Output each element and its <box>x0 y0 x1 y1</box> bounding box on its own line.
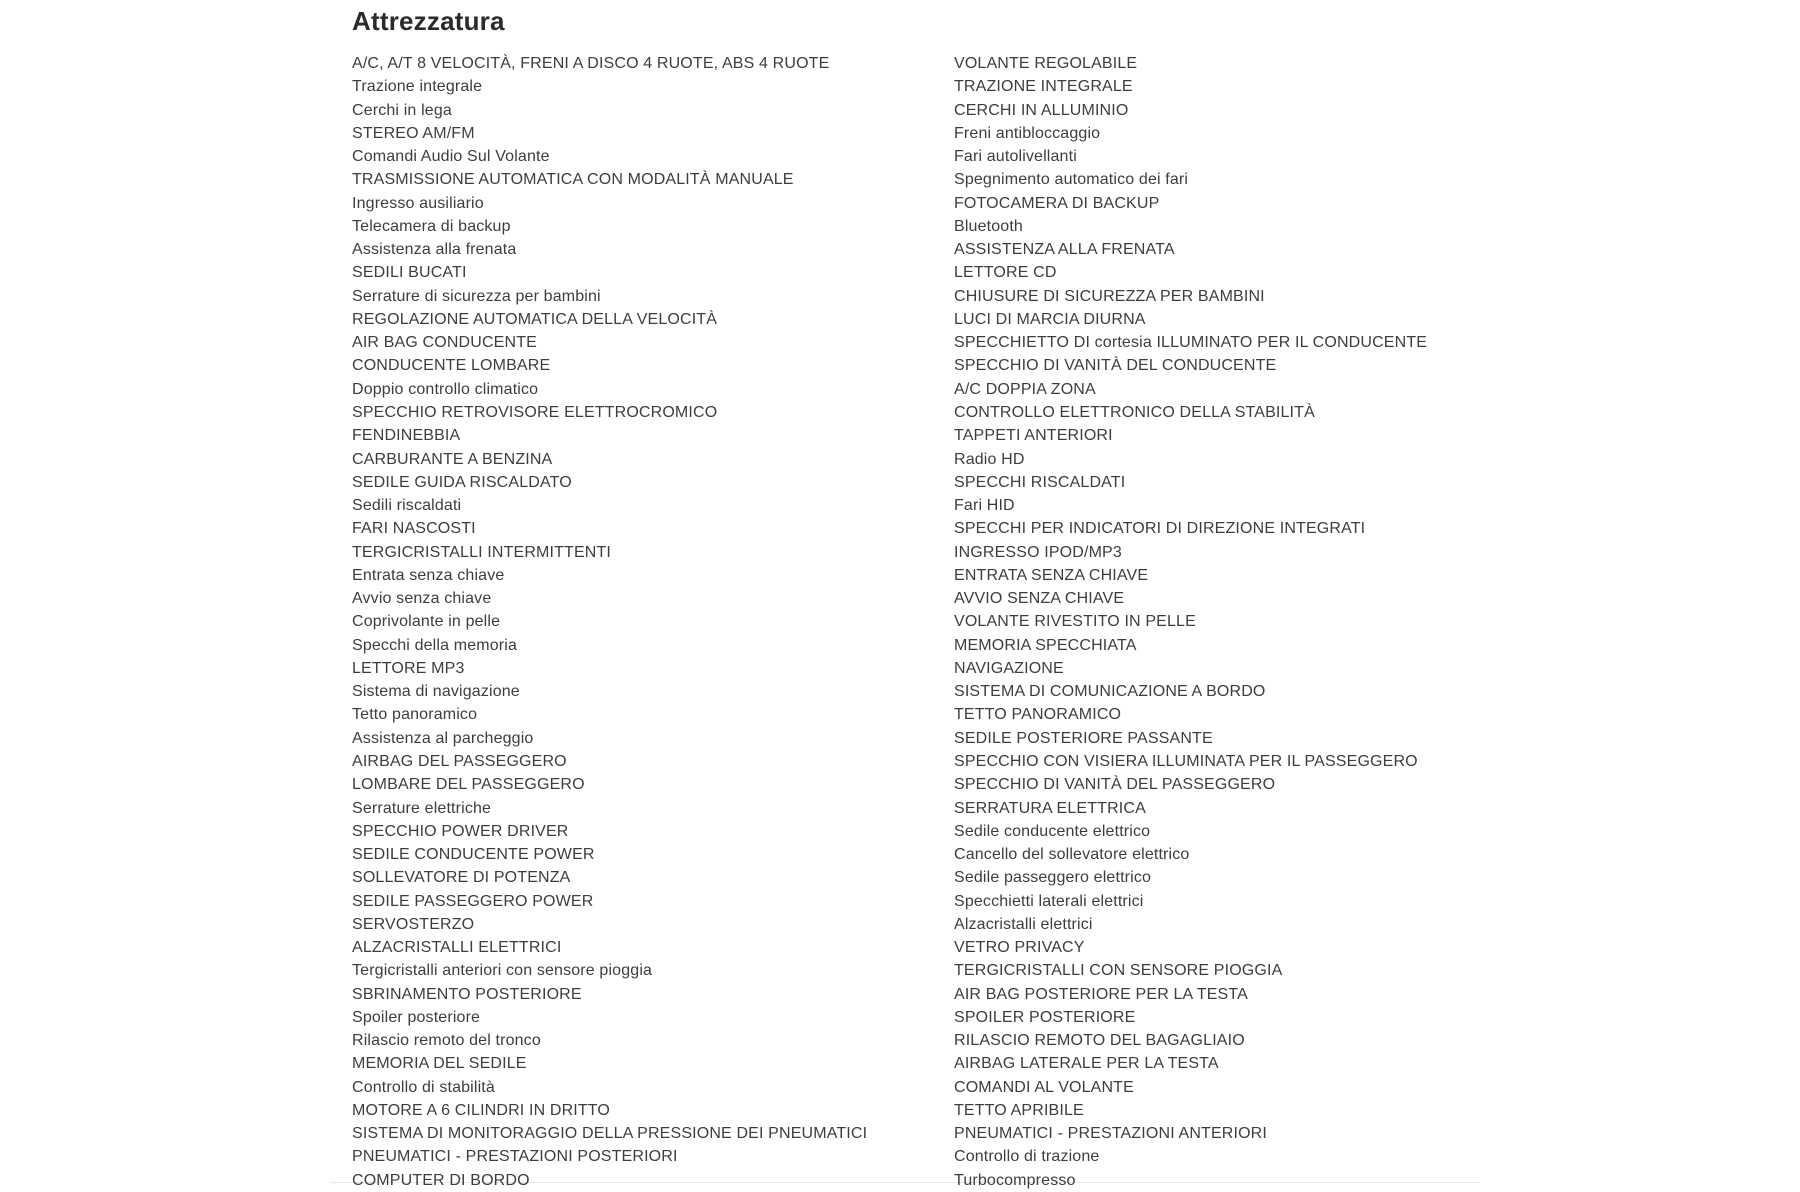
equipment-item: Turbocompresso <box>954 1171 1076 1189</box>
equipment-item: SEDILE POSTERIORE PASSANTE <box>954 729 1213 747</box>
equipment-item: Spegnimento automatico dei fari <box>954 171 1189 189</box>
equipment-list-right <box>954 52 1474 1192</box>
equipment-item: SEDILE CONDUCENTE POWER <box>352 846 595 864</box>
equipment-item: VETRO PRIVACY <box>954 939 1085 957</box>
equipment-item: Rilascio remoto del tronco <box>352 1032 541 1050</box>
equipment-item: Ingresso ausiliario <box>352 194 484 212</box>
equipment-item: PNEUMATICI - PRESTAZIONI ANTERIORI <box>954 1125 1267 1143</box>
equipment-item: TETTO PANORAMICO <box>954 706 1122 724</box>
equipment-item: Freni antibloccaggio <box>954 124 1101 142</box>
equipment-item: Avvio senza chiave <box>352 590 492 608</box>
equipment-item: SPECCHIO CON VISIERA ILLUMINATA PER IL PASSEGGERO <box>954 752 1418 770</box>
equipment-item: Specchi della memoria <box>352 636 518 654</box>
equipment-item: SERVOSTERZO <box>352 915 475 933</box>
equipment-item: SERRATURA ELETTRICA <box>954 799 1146 817</box>
equipment-item: ALZACRISTALLI ELETTRICI <box>352 939 562 957</box>
equipment-item: CERCHI IN ALLUMINIO <box>954 101 1129 119</box>
equipment-item: Comandi Audio Sul Volante <box>352 148 550 166</box>
equipment-item: SPOILER POSTERIORE <box>954 1008 1136 1026</box>
equipment-item: INGRESSO IPOD/MP3 <box>954 543 1122 561</box>
equipment-item: CONDUCENTE LOMBARE <box>352 357 551 375</box>
equipment-item: SPECCHI PER INDICATORI DI DIREZIONE INTEGRATI <box>954 520 1366 538</box>
equipment-item: CHIUSURE DI SICUREZZA PER BAMBINI <box>954 287 1265 305</box>
equipment-item: Fari HID <box>954 497 1015 515</box>
equipment-item: AIRBAG DEL PASSEGGERO <box>352 752 567 770</box>
equipment-item: TAPPETI ANTERIORI <box>954 427 1113 445</box>
equipment-item: A/C DOPPIA ZONA <box>954 380 1096 398</box>
equipment-item: SPECCHIETTO DI cortesia ILLUMINATO PER IL CONDUCENTE <box>954 334 1428 352</box>
equipment-item: Cancello del sollevatore elettrico <box>954 846 1190 864</box>
equipment-item: Controllo di trazione <box>954 1148 1100 1166</box>
equipment-item: Tergicristalli anteriori con sensore pioggia <box>352 962 653 980</box>
equipment-item: ENTRATA SENZA CHIAVE <box>954 566 1149 584</box>
equipment-item: SPECCHI RISCALDATI <box>954 473 1126 491</box>
equipment-item: SEDILE GUIDA RISCALDATO <box>352 473 572 491</box>
equipment-item: Specchietti laterali elettrici <box>954 892 1144 910</box>
equipment-item: VOLANTE RIVESTITO IN PELLE <box>954 613 1196 631</box>
equipment-item: LETTORE MP3 <box>352 659 465 677</box>
equipment-item: Entrata senza chiave <box>352 566 505 584</box>
equipment-item: VOLANTE REGOLABILE <box>954 55 1138 72</box>
equipment-item: SPECCHIO DI VANITÀ DEL CONDUCENTE <box>954 357 1277 375</box>
equipment-item: COMPUTER DI BORDO <box>352 1171 530 1189</box>
equipment-item: Serrature di sicurezza per bambini <box>352 287 601 305</box>
equipment-item: Spoiler posteriore <box>352 1008 481 1026</box>
equipment-item: SPECCHIO POWER DRIVER <box>352 822 569 840</box>
equipment-item: FARI NASCOSTI <box>352 520 476 538</box>
equipment-item: LETTORE CD <box>954 264 1057 282</box>
equipment-item: SPECCHIO DI VANITÀ DEL PASSEGGERO <box>954 776 1276 794</box>
equipment-item: CONTROLLO ELETTRONICO DELLA STABILITÀ <box>954 403 1315 421</box>
equipment-item: Assistenza alla frenata <box>352 241 517 259</box>
equipment-item: COMANDI AL VOLANTE <box>954 1078 1134 1096</box>
equipment-item: AIR BAG CONDUCENTE <box>352 334 537 352</box>
equipment-section <box>330 0 1480 1189</box>
equipment-item: SOLLEVATORE DI POTENZA <box>352 869 571 887</box>
equipment-item: SEDILI BUCATI <box>352 264 467 282</box>
equipment-item: RILASCIO REMOTO DEL BAGAGLIAIO <box>954 1032 1245 1050</box>
equipment-item: Fari autolivellanti <box>954 148 1077 166</box>
equipment-item: AVVIO SENZA CHIAVE <box>954 590 1125 608</box>
equipment-item: Coprivolante in pelle <box>352 613 501 631</box>
equipment-item: SBRINAMENTO POSTERIORE <box>352 985 582 1003</box>
equipment-item: Sistema di navigazione <box>352 683 520 701</box>
equipment-item: CARBURANTE A BENZINA <box>352 450 553 468</box>
equipment-item: Alzacristalli elettrici <box>954 915 1093 933</box>
equipment-item: LUCI DI MARCIA DIURNA <box>954 310 1146 328</box>
equipment-item: Telecamera di backup <box>352 217 511 235</box>
equipment-item: Cerchi in lega <box>352 101 452 119</box>
equipment-item: Radio HD <box>954 450 1025 468</box>
equipment-item: Sedile conducente elettrico <box>954 822 1151 840</box>
equipment-item: Tetto panoramico <box>352 706 478 724</box>
equipment-item: REGOLAZIONE AUTOMATICA DELLA VELOCITÀ <box>352 310 718 328</box>
equipment-item: TERGICRISTALLI INTERMITTENTI <box>352 543 612 561</box>
equipment-item: Sedile passeggero elettrico <box>954 869 1152 887</box>
equipment-item: SISTEMA DI COMUNICAZIONE A BORDO <box>954 683 1266 701</box>
equipment-item: SPECCHIO RETROVISORE ELETTROCROMICO <box>352 403 718 421</box>
equipment-item: SEDILE PASSEGGERO POWER <box>352 892 594 910</box>
equipment-item: TRASMISSIONE AUTOMATICA CON MODALITÀ MANUALE <box>352 171 794 189</box>
equipment-item: Trazione integrale <box>352 78 483 96</box>
equipment-item: FENDINEBBIA <box>352 427 461 445</box>
equipment-item: PNEUMATICI - PRESTAZIONI POSTERIORI <box>352 1148 678 1166</box>
equipment-item: AIR BAG POSTERIORE PER LA TESTA <box>954 985 1248 1003</box>
equipment-item: AIRBAG LATERALE PER LA TESTA <box>954 1055 1219 1073</box>
equipment-item: TERGICRISTALLI CON SENSORE PIOGGIA <box>954 962 1283 980</box>
equipment-item: MOTORE A 6 CILINDRI IN DRITTO <box>352 1101 611 1119</box>
equipment-item: Sedili riscaldati <box>352 497 462 515</box>
section-title: Attrezzatura <box>352 6 505 36</box>
equipment-item: TRAZIONE INTEGRALE <box>954 78 1133 96</box>
equipment-item: Controllo di stabilità <box>352 1078 495 1096</box>
equipment-item: MEMORIA SPECCHIATA <box>954 636 1137 654</box>
equipment-item: FOTOCAMERA DI BACKUP <box>954 194 1160 212</box>
equipment-item: MEMORIA DEL SEDILE <box>352 1055 527 1073</box>
equipment-item: Doppio controllo climatico <box>352 380 539 398</box>
equipment-item: A/C, A/T 8 VELOCITÀ, FRENI A DISCO 4 RUOTE, ABS 4 RUOTE <box>352 55 830 72</box>
equipment-list-left <box>352 52 932 1192</box>
equipment-item: Serrature elettriche <box>352 799 492 817</box>
equipment-item: NAVIGAZIONE <box>954 659 1064 677</box>
equipment-item: LOMBARE DEL PASSEGGERO <box>352 776 585 794</box>
equipment-item: TETTO APRIBILE <box>954 1101 1084 1119</box>
equipment-item: ASSISTENZA ALLA FRENATA <box>954 241 1175 259</box>
equipment-item: Assistenza al parcheggio <box>352 729 534 747</box>
equipment-item: STEREO AM/FM <box>352 124 475 142</box>
equipment-item: SISTEMA DI MONITORAGGIO DELLA PRESSIONE DEI PNEUMATICI <box>352 1125 868 1143</box>
equipment-item: Bluetooth <box>954 217 1023 235</box>
